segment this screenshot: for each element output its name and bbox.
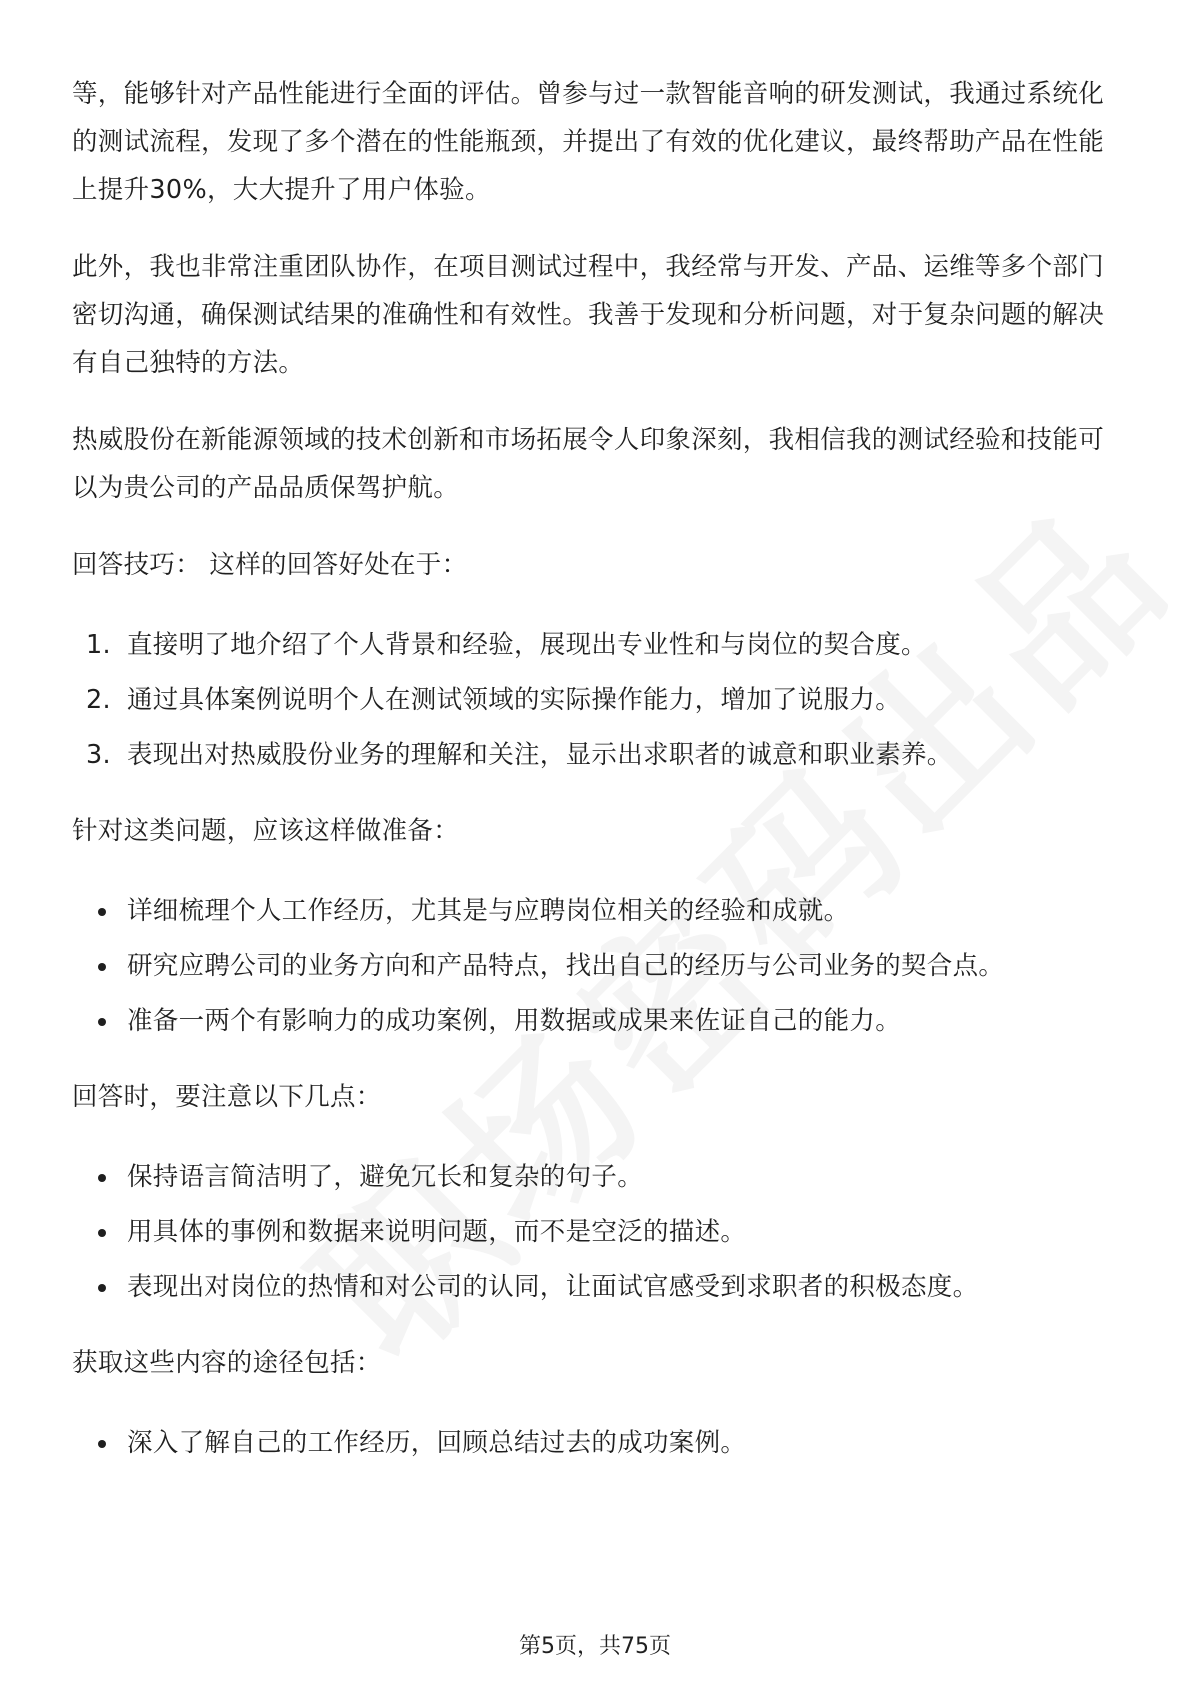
paragraph-experience: 等，能够针对产品性能进行全面的评估。曾参与过一款智能音响的研发测试，我通过系统化的测试流程，发现了多个潜在的性能瓶颈，并提出了有效的优化建议，最终帮助产品在性能上提升30%，大大提升了用户体验。	[72, 79, 1105, 205]
list-item-text: 通过具体案例说明个人在测试领域的实际操作能力，增加了说服力。	[127, 685, 902, 715]
bullet-icon	[98, 1018, 106, 1026]
list-item-text: 表现出对岗位的热情和对公司的认同，让面试官感受到求职者的积极态度。	[127, 1272, 979, 1302]
paragraph-company: 热威股份在新能源领域的技术创新和市场拓展令人印象深刻，我相信我的测试经验和技能可以为贵公司的产品品质保驾护航。	[72, 425, 1105, 503]
list-number: 3.	[86, 740, 111, 770]
answer-tips-list	[72, 618, 1122, 783]
list-number: 2.	[86, 685, 111, 715]
list-item-text: 表现出对热威股份业务的理解和关注，显示出求职者的诚意和职业素养。	[127, 740, 953, 770]
list-item-text: 准备一两个有影响力的成功案例，用数据或成果来佐证自己的能力。	[127, 1006, 902, 1036]
list-item-text: 详细梳理个人工作经历，尤其是与应聘岗位相关的经验和成就。	[127, 896, 850, 926]
bullet-icon	[98, 1174, 106, 1182]
list-item	[72, 728, 1122, 783]
preparation-list	[72, 884, 1122, 1049]
list-item	[72, 618, 1122, 673]
list-item-text: 深入了解自己的工作经历，回顾总结过去的成功案例。	[127, 1428, 747, 1458]
heading-notes: 回答时，要注意以下几点：	[72, 1082, 382, 1112]
paragraph-teamwork: 此外，我也非常注重团队协作，在项目测试过程中，我经常与开发、产品、运维等多个部门密切沟通，确保测试结果的准确性和有效性。我善于发现和分析问题，对于复杂问题的解决有自己独特的方法。	[72, 252, 1105, 378]
list-item	[72, 1205, 1122, 1260]
list-item	[72, 673, 1122, 728]
list-item-text: 保持语言简洁明了，避免冗长和复杂的句子。	[127, 1162, 644, 1192]
list-item-text: 直接明了地介绍了个人背景和经验，展现出专业性和与岗位的契合度。	[127, 630, 927, 660]
notes-list	[72, 1150, 1122, 1315]
bullet-icon	[98, 1284, 106, 1292]
list-item-text: 研究应聘公司的业务方向和产品特点，找出自己的经历与公司业务的契合点。	[127, 951, 1005, 981]
sources-list	[72, 1416, 1122, 1471]
list-item	[72, 994, 1122, 1049]
page-number: 第5页，共75页	[519, 1634, 671, 1659]
list-number: 1.	[86, 630, 111, 660]
list-item	[72, 939, 1122, 994]
list-item	[72, 1260, 1122, 1315]
heading-preparation: 针对这类问题，应该这样做准备：	[72, 816, 460, 846]
bullet-icon	[98, 1440, 106, 1448]
list-item-text: 用具体的事例和数据来说明问题，而不是空泛的描述。	[127, 1217, 747, 1247]
bullet-icon	[98, 1229, 106, 1237]
document-body	[72, 70, 1122, 1495]
heading-answer-tips: 回答技巧： 这样的回答好处在于：	[72, 550, 468, 580]
list-item	[72, 1150, 1122, 1205]
heading-sources: 获取这些内容的途径包括：	[72, 1348, 382, 1378]
bullet-icon	[98, 963, 106, 971]
list-item	[72, 1416, 1122, 1471]
bullet-icon	[98, 908, 106, 916]
list-item	[72, 884, 1122, 939]
